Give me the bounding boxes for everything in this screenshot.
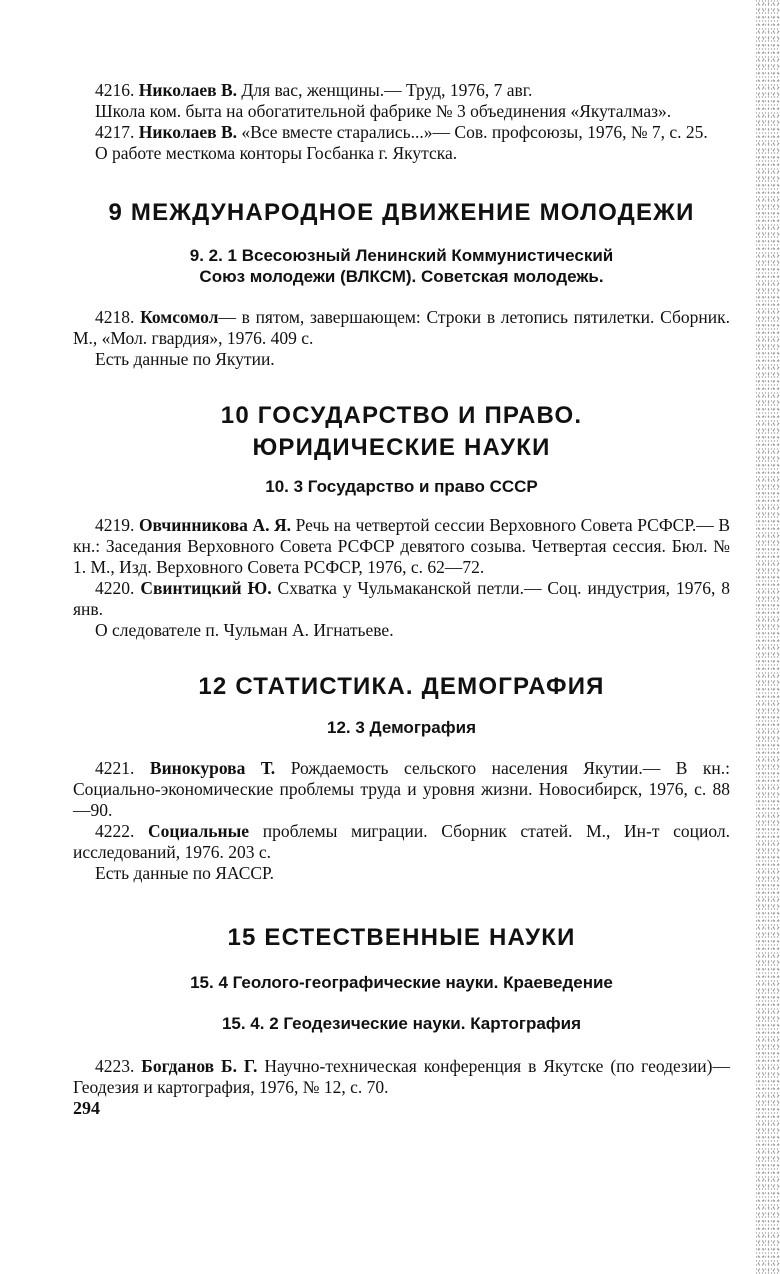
- entry-text: Для вас, женщины.— Труд, 1976, 7 авг.: [241, 80, 533, 100]
- entry-text: Схватка у Чульмаканской петли.— Соц. индустрия, 1976, 8 янв.: [73, 578, 731, 619]
- entry-note: Есть данные по Якутии.: [95, 349, 275, 369]
- page-number: 294: [73, 1098, 100, 1118]
- entry-number: 4217.: [95, 122, 135, 142]
- subsection-heading-12-3: 12. 3 Демография: [327, 718, 476, 737]
- subsection-heading-9-2-1-cont: Союз молодежи (ВЛКСМ). Советская молодежь.: [199, 267, 604, 286]
- entry-author: Винокурова Т.: [149, 758, 276, 778]
- section-heading-10-cont: ЮРИДИЧЕСКИЕ НАУКИ: [252, 434, 551, 461]
- entry-author: Николаев В.: [138, 80, 238, 100]
- entry-4221: [73, 758, 730, 821]
- entry-4217: [73, 122, 730, 164]
- entry-4223: [73, 1056, 730, 1098]
- subsection-heading-9-2-1: 9. 2. 1 Всесоюзный Ленинский Коммунистический: [189, 246, 614, 265]
- entry-note: О следователе п. Чульман А. Игнатьеве.: [95, 620, 394, 640]
- entry-number: 4222.: [95, 821, 135, 841]
- entry-author: Социальные: [148, 821, 250, 841]
- entry-4216: [73, 80, 730, 122]
- section-heading-10: 10 ГОСУДАРСТВО И ПРАВО.: [220, 402, 583, 429]
- entry-author: Богданов Б. Г.: [141, 1056, 258, 1076]
- entry-number: 4218.: [95, 307, 135, 327]
- entry-author: Николаев В.: [138, 122, 238, 142]
- entry-number: 4221.: [95, 758, 135, 778]
- section-heading-9: 9 МЕЖДУНАРОДНОЕ ДВИЖЕНИЕ МОЛОДЕЖИ: [108, 199, 695, 226]
- scan-edge-noise: [756, 0, 780, 1274]
- entry-note: Есть данные по ЯАССР.: [95, 863, 274, 883]
- entry-number: 4220.: [95, 578, 135, 598]
- section-heading-15: 15 ЕСТЕСТВЕННЫЕ НАУКИ: [227, 924, 576, 951]
- book-page: [73, 80, 730, 1119]
- entry-note: Школа ком. быта на обогатительной фабрике № 3 объединения «Якуталмаз».: [95, 101, 672, 121]
- entry-text: — в пятом, завершающем: Строки в летопись пятилетки. Сборник. М., «Мол. гвардия», 1976. 409 с.: [73, 307, 731, 348]
- entry-text: проблемы миграции. Сборник статей. М., Ин-т социол. исследований, 1976. 203 с.: [73, 821, 731, 862]
- entry-author: Свинтицкий Ю.: [140, 578, 272, 598]
- entry-text: Речь на четвертой сессии Верховного Совета РСФСР.— В кн.: Заседания Верховного Совета РСФСР девятого созыва. Четвертая сессия. Бюл. № 1. М., Изд. Верховного Совета РСФСР, 1976, с. 62—72.: [73, 515, 730, 577]
- entry-4222: [73, 821, 730, 884]
- entry-text: Научно-техническая конференция в Якутске (по геодезии)— Геодезия и картография, 1976, № 12, с. 70.: [73, 1056, 731, 1097]
- subsection-heading-15-4-2: 15. 4. 2 Геодезические науки. Картография: [221, 1014, 582, 1033]
- entry-text: Рождаемость сельского населения Якутии.— В кн.: Социально-экономические проблемы труда и уровня жизни. Новосибирск, 1976, с. 88—90.: [73, 758, 731, 820]
- entry-4220: [73, 578, 730, 641]
- subsection-heading-10-3: 10. 3 Государство и право СССР: [265, 477, 538, 496]
- entry-4219: [73, 515, 730, 578]
- entry-4218: [73, 307, 730, 370]
- entry-number: 4219.: [95, 515, 135, 535]
- entry-number: 4223.: [95, 1056, 135, 1076]
- section-heading-12: 12 СТАТИСТИКА. ДЕМОГРАФИЯ: [198, 673, 605, 700]
- entry-author: Комсомол: [140, 307, 219, 327]
- entry-author: Овчинникова А. Я.: [138, 515, 292, 535]
- entry-note: О работе месткома конторы Госбанка г. Якутска.: [95, 143, 458, 163]
- entry-text: «Все вместе старались...»— Сов. профсоюзы, 1976, № 7, с. 25.: [241, 122, 708, 142]
- entry-number: 4216.: [95, 80, 135, 100]
- subsection-heading-15-4: 15. 4 Геолого-географические науки. Краеведение: [190, 973, 613, 992]
